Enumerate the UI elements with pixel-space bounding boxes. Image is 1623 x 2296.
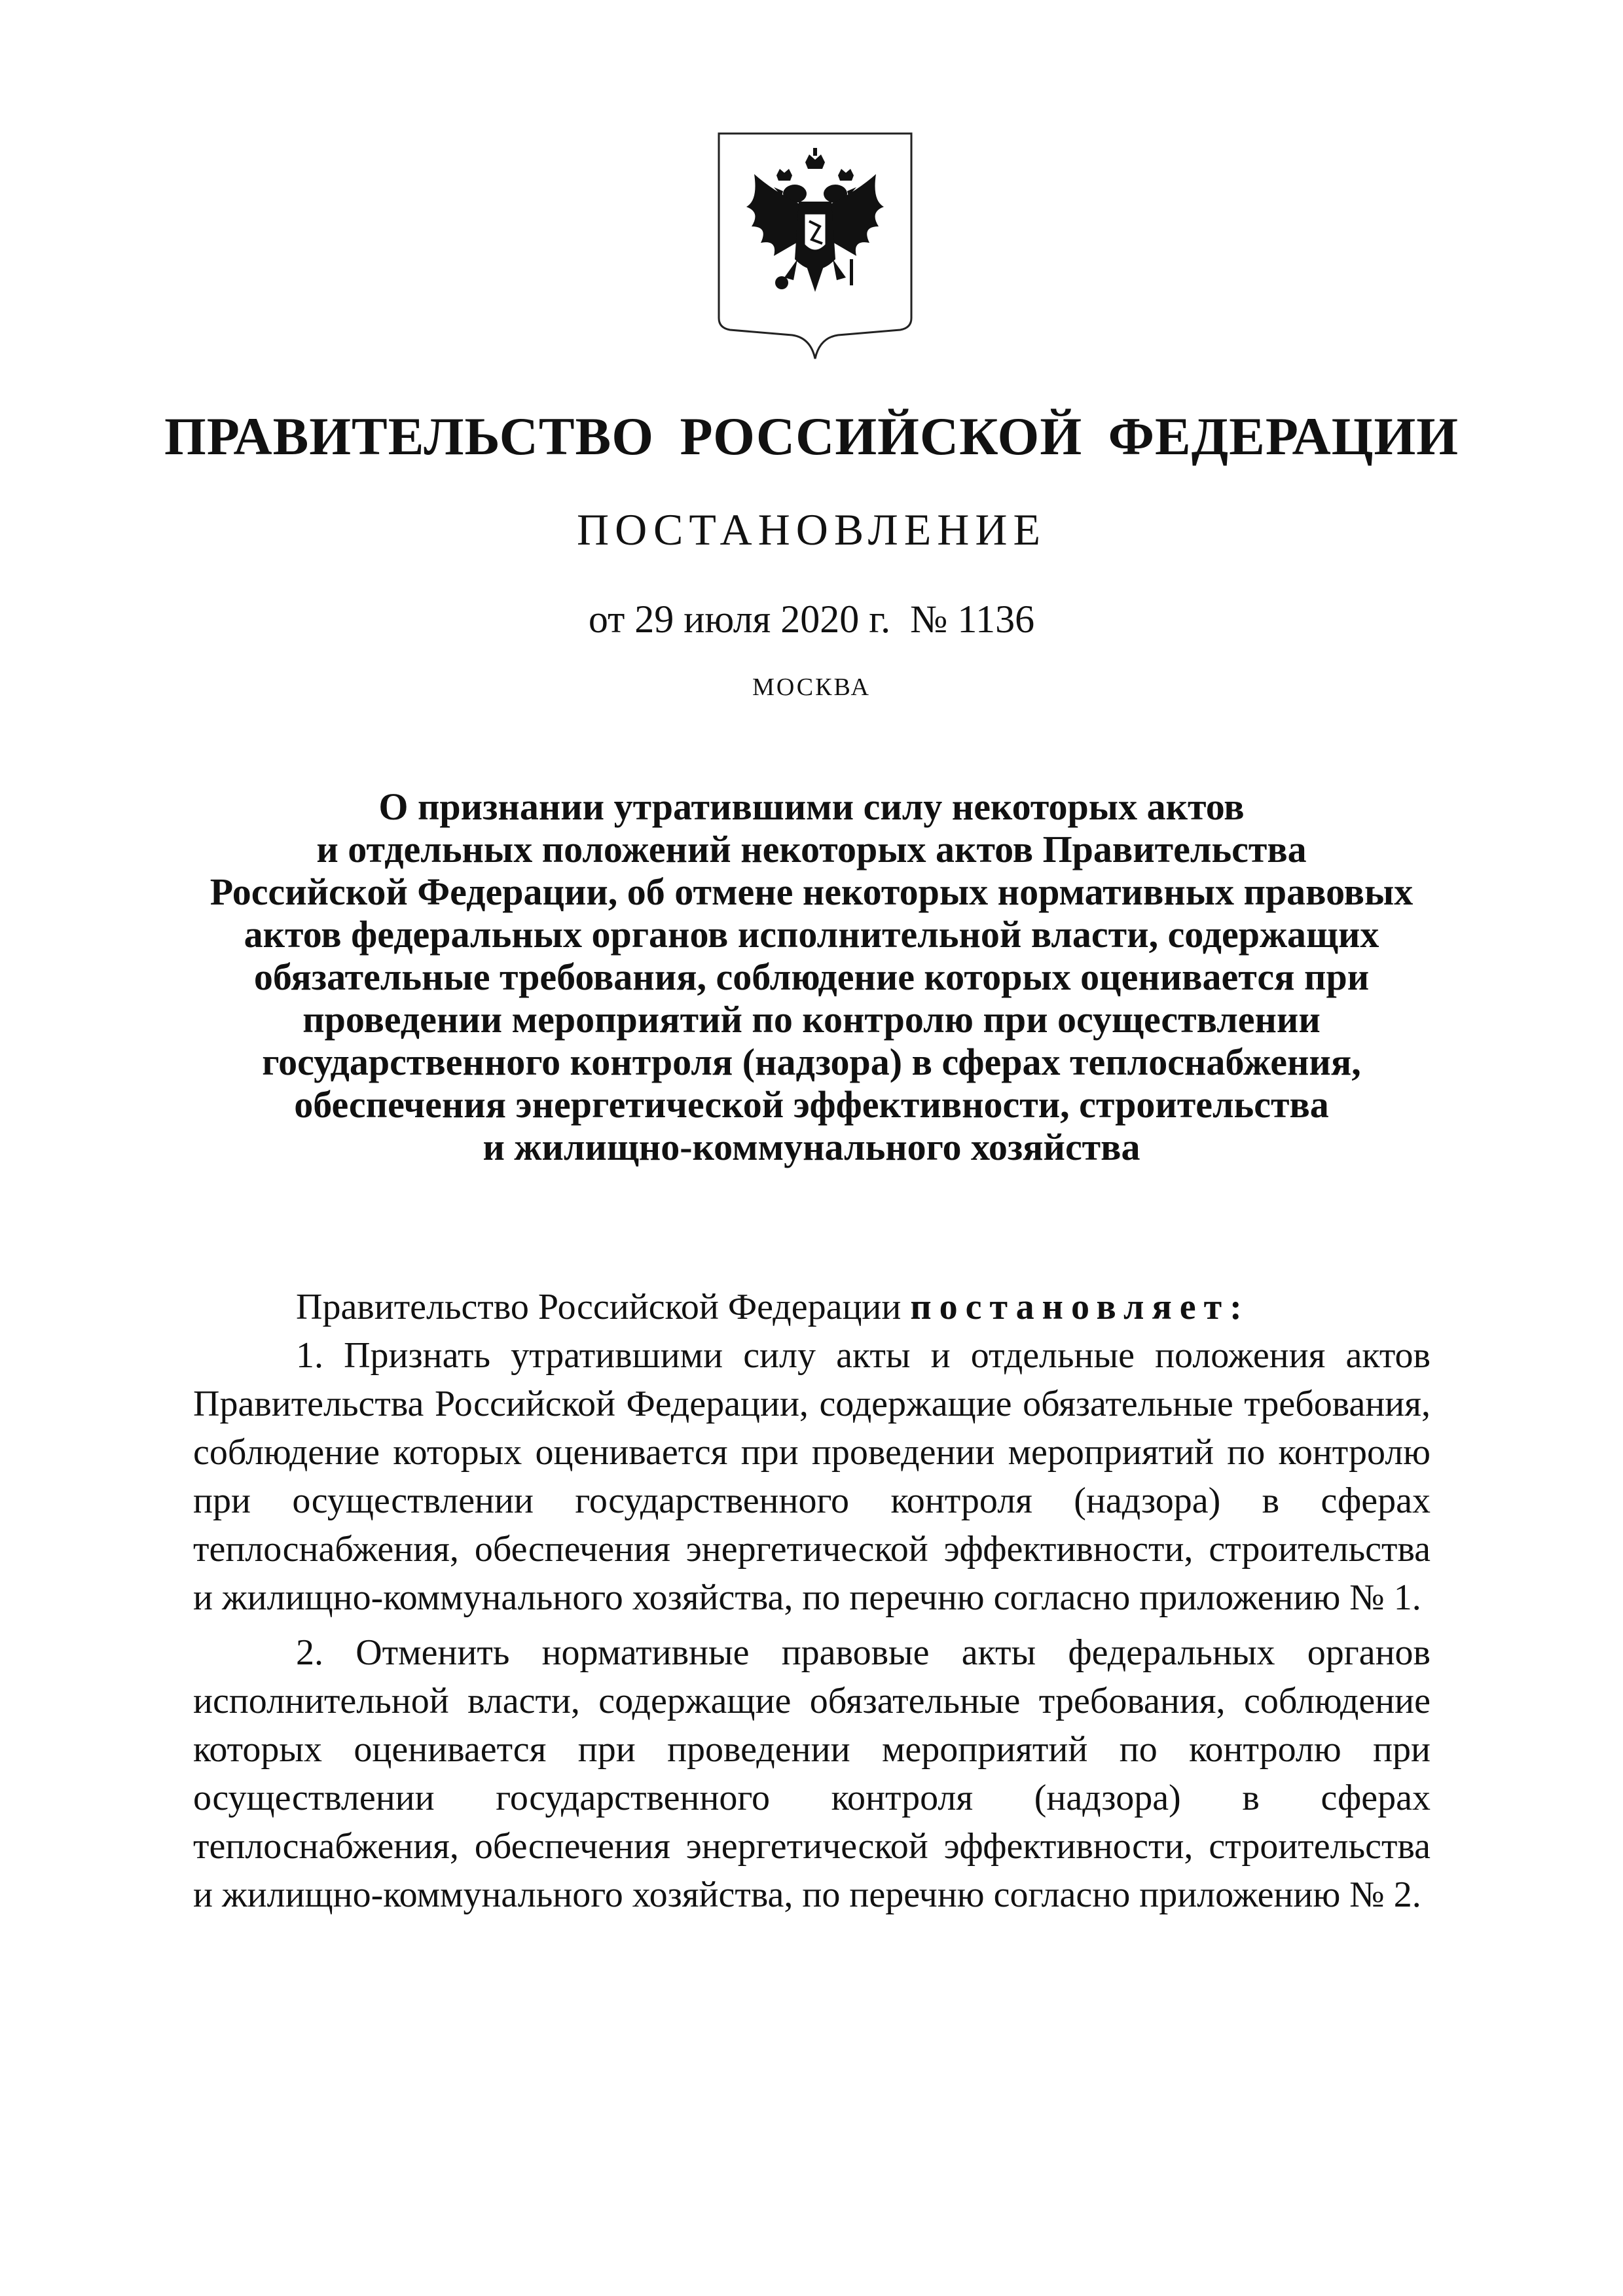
intro-paragraph xyxy=(193,1283,1431,1331)
subject-line: и жилищно-коммунального хозяйства xyxy=(483,1126,1140,1168)
date-number-line xyxy=(0,597,1623,642)
government-title: ПРАВИТЕЛЬСТВО РОССИЙСКОЙ ФЕДЕРАЦИИ xyxy=(164,406,1459,466)
intro-emphasis: постановляет: xyxy=(910,1287,1250,1327)
coat-of-arms-emblem xyxy=(714,128,917,364)
document-body xyxy=(193,1283,1431,1926)
subject-line: Российской Федерации, об отмене некоторых нормативных правовых xyxy=(210,870,1413,913)
document-type: ПОСТАНОВЛЕНИЕ xyxy=(576,505,1047,554)
city: МОСКВА xyxy=(752,673,871,701)
subject-line: обязательные требования, соблюдение которых оценивается при xyxy=(253,956,1370,998)
document-number: № 1136 xyxy=(910,598,1035,641)
subject-line: обеспечения энергетической эффективности, строительства xyxy=(294,1083,1329,1126)
subject-line: актов федеральных органов исполнительной власти, содержащих xyxy=(244,913,1379,956)
paragraph-1: 1. Признать утратившими силу акты и отдельные положения актов Правительства Российской Федерации, содержащие обязательные требования, соблюдение которых оценивается при проведении мероприятий по контролю при осуществлении государственного контроля (надзора) в сферах теплоснабжения, обеспечения энергетической эффективности, строительства и жилищно-коммунального хозяйства, по перечню согласно приложению № 1. xyxy=(193,1335,1431,1618)
intro-text: Правительство Российской Федерации xyxy=(296,1287,902,1327)
paragraph-2: 2. Отменить нормативные правовые акты федеральных органов исполнительной власти, содержащие обязательные требования, соблюдение которых оценивается при проведении мероприятий по контролю при осуществлении государственного контроля (надзора) в сферах теплоснабжения, обеспечения энергетической эффективности, строительства и жилищно-коммунального хозяйства, по перечню согласно приложению № 2. xyxy=(193,1632,1431,1915)
russian-coat-of-arms-icon xyxy=(714,128,917,364)
subject-line: проведении мероприятий по контролю при осуществлении xyxy=(302,998,1321,1041)
document-subject xyxy=(0,785,1623,1168)
subject-line: государственного контроля (надзора) в сферах теплоснабжения, xyxy=(262,1041,1361,1083)
document-date: от 29 июля 2020 г. xyxy=(588,598,891,641)
subject-line: О признании утратившими силу некоторых актов xyxy=(378,785,1245,828)
subject-line: и отдельных положений некоторых актов Правительства xyxy=(316,828,1307,870)
